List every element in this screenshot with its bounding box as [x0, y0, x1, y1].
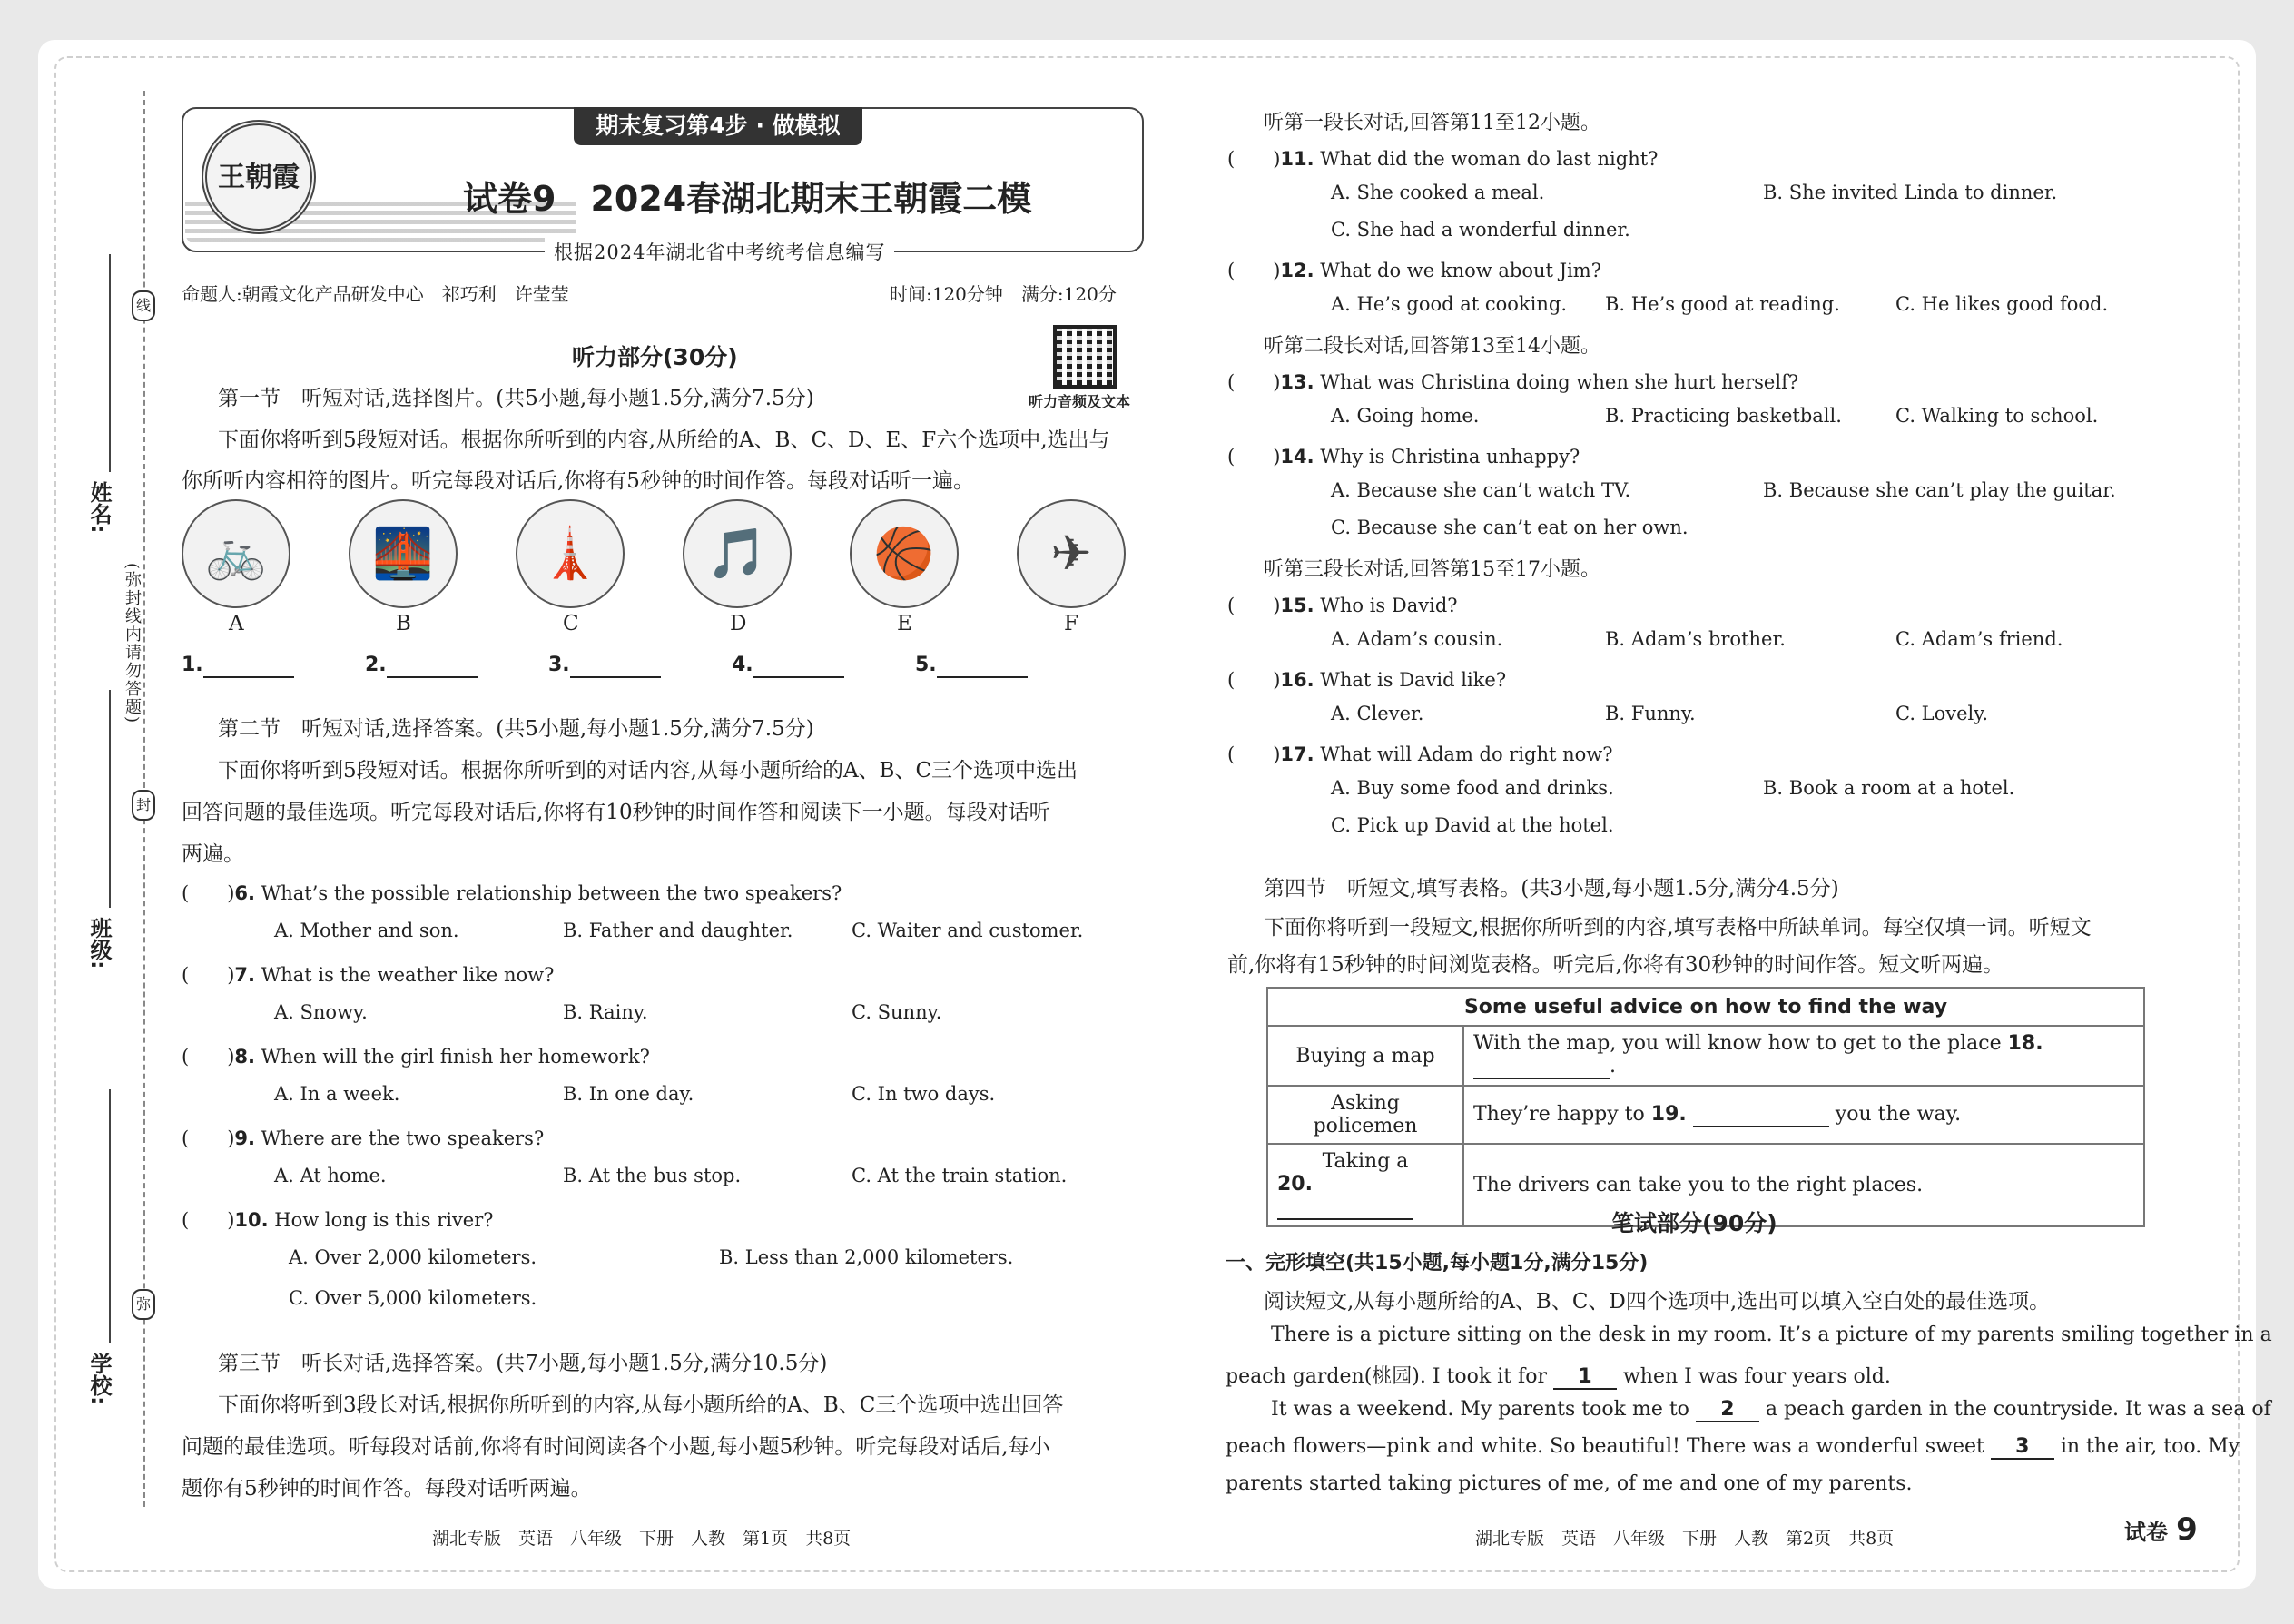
option-c[interactable]: C. He likes good food.	[1895, 293, 2109, 315]
name-field[interactable]	[109, 254, 111, 472]
passage-text: a peach garden in the countryside. It was a sea of	[1765, 1398, 2271, 1421]
exam-subtitle: 根据2024年湖北省中考统考信息编写	[545, 238, 894, 265]
passage-line: There is a picture sitting on the desk in my room. It’s a picture of my parents smiling together in a	[1271, 1324, 2272, 1346]
question-13	[1227, 368, 1798, 395]
paren[interactable]: ( )	[1227, 260, 1281, 281]
option-a[interactable]: A. Mother and son.	[274, 920, 459, 941]
s1-instr: 你所听内容相符的图片。听完每段对话后,你将有5秒钟的时间作答。每段对话听一遍。	[182, 469, 974, 493]
s3-part3: 听第三段长对话,回答第15至17小题。	[1264, 558, 1600, 581]
option-b[interactable]: B. At the bus stop.	[563, 1165, 742, 1186]
step-banner: 期末复习第4步 · 做模拟	[574, 107, 862, 145]
question-15	[1227, 591, 1458, 618]
option-c[interactable]: C. Sunny.	[852, 1001, 942, 1023]
table-cell	[1267, 1144, 1463, 1226]
option-a[interactable]: A. Because she can’t watch TV.	[1331, 479, 1631, 501]
passage-text: in the air, too. My	[2060, 1435, 2240, 1458]
s4-instr: 下面你将听到一段短文,根据你所听到的内容,填写表格中所缺单词。每空仅填一词。听短文	[1264, 916, 2092, 940]
s3-instr: 问题的最佳选项。听每段对话前,你将有时间阅读各个小题,每小题5秒钟。听完每段对话后,每小	[182, 1435, 1050, 1459]
pic-label: D	[730, 612, 747, 635]
pic-label: C	[563, 612, 579, 635]
q-number: 7.	[234, 964, 255, 986]
pic-label: B	[396, 612, 411, 635]
q-number: 6.	[234, 882, 255, 904]
pic-label: F	[1064, 612, 1078, 635]
answer-blank[interactable]	[203, 654, 294, 678]
paper-label: 试卷	[2124, 1520, 2168, 1545]
option-a[interactable]: A. He’s good at cooking.	[1331, 293, 1567, 315]
q-text: What’s the possible relationship between the two speakers?	[261, 882, 842, 904]
option-a[interactable]: A. At home.	[274, 1165, 387, 1186]
paren[interactable]: ( )	[1227, 595, 1281, 616]
cloze-title: 一、完形填空(共15小题,每小题1分,满分15分)	[1226, 1252, 1649, 1275]
cell-text: With the map, you will know how to get to the place	[1473, 1032, 2002, 1055]
qr-code[interactable]	[1053, 325, 1117, 389]
option-b[interactable]: B. Practicing basketball.	[1605, 405, 1842, 427]
s2-instr: 两遍。	[182, 842, 244, 866]
option-b[interactable]: B. Book a room at a hotel.	[1763, 777, 2015, 799]
passage-line	[1271, 1398, 2271, 1422]
pic-label: E	[897, 612, 912, 635]
option-b[interactable]: B. Because she can’t play the guitar.	[1763, 479, 2116, 501]
q-text: What is David like?	[1320, 669, 1507, 691]
q-number: 1.	[182, 654, 203, 676]
question-12	[1227, 256, 1601, 283]
option-b[interactable]: B. Adam’s brother.	[1605, 628, 1786, 650]
paren[interactable]: ( )	[1227, 669, 1281, 691]
s3-title: 第三节 听长对话,选择答案。(共7小题,每小题1.5分,满分10.5分)	[218, 1352, 828, 1375]
question-11	[1227, 144, 1658, 172]
exam-title: 试卷9 2024春湖北期末王朝霞二模	[463, 179, 1032, 219]
option-c[interactable]: C. Over 5,000 kilometers.	[289, 1287, 537, 1309]
cloze-blank-1[interactable]: 1	[1553, 1365, 1617, 1390]
bicycle-icon: 🚲	[182, 499, 290, 608]
option-a[interactable]: A. She cooked a meal.	[1331, 182, 1545, 203]
s4-instr: 前,你将有15秒钟的时间浏览表格。听完后,你将有30秒钟的时间作答。短文听两遍。	[1227, 953, 2004, 977]
option-c[interactable]: C. Waiter and customer.	[852, 920, 1084, 941]
q-number: 10.	[234, 1209, 269, 1231]
paren[interactable]: ( )	[1227, 743, 1281, 765]
bridge-icon: 🌉	[349, 499, 458, 608]
question-16	[1227, 665, 1506, 693]
option-b[interactable]: B. Funny.	[1605, 703, 1696, 724]
option-c[interactable]: C. Pick up David at the hotel.	[1331, 814, 1614, 836]
option-a[interactable]: A. Clever.	[1331, 703, 1424, 724]
pic-label: A	[229, 612, 244, 635]
option-a[interactable]: A. Over 2,000 kilometers.	[289, 1246, 537, 1268]
option-b[interactable]: B. Father and daughter.	[563, 920, 793, 941]
option-a[interactable]: A. Going home.	[1331, 405, 1480, 427]
seal-note: (弥封线内请勿答题)	[123, 563, 142, 725]
logo-text: 王朝霞	[218, 162, 300, 193]
paren[interactable]: ( )	[1227, 148, 1281, 170]
option-c[interactable]: C. She had a wonderful dinner.	[1331, 219, 1630, 241]
table-cell: With the map, you will know how to get to the place 18. .	[1463, 1026, 2144, 1086]
passage-line	[1226, 1435, 2240, 1460]
writing-heading: 笔试部分(90分)	[1611, 1210, 1777, 1236]
passage-line	[1226, 1361, 1891, 1390]
table-head: Some useful advice on how to find the way	[1267, 988, 2144, 1026]
option-b[interactable]: B. In one day.	[563, 1083, 694, 1105]
q-text: What was Christina doing when she hurt herself?	[1320, 371, 1799, 393]
s4-title: 第四节 听短文,填写表格。(共3小题,每小题1.5分,满分4.5分)	[1264, 877, 1839, 901]
cell-text: They’re happy to	[1473, 1102, 1645, 1126]
cell-text: Taking a	[1322, 1150, 1409, 1173]
q-number: 9.	[234, 1127, 255, 1149]
q-number: 5.	[915, 654, 937, 676]
s3-part1: 听第一段长对话,回答第11至12小题。	[1264, 112, 1600, 134]
paren[interactable]: ( )	[1227, 446, 1281, 468]
q-text: What is the weather like now?	[261, 964, 555, 986]
table-cell: Buying a map	[1267, 1026, 1463, 1086]
option-c[interactable]: C. Lovely.	[1895, 703, 1989, 724]
s3-instr: 题你有5秒钟的时间作答。每段对话听两遍。	[182, 1477, 592, 1501]
advice-table	[1266, 987, 2145, 1227]
music-icon: 🎵	[683, 499, 792, 608]
table-cell: The drivers can take you to the right places.	[1463, 1144, 2144, 1226]
paper-num: 9	[2176, 1511, 2198, 1548]
q-text: When will the girl finish her homework?	[261, 1046, 650, 1068]
option-c[interactable]: C. Because she can’t eat on her own.	[1331, 517, 1689, 538]
paren[interactable]: ( )	[1227, 371, 1281, 393]
option-c[interactable]: C. In two days.	[852, 1083, 996, 1105]
option-a[interactable]: A. Adam’s cousin.	[1331, 628, 1503, 650]
answer-blank-18[interactable]	[1473, 1055, 1610, 1079]
q-number: 18.	[2007, 1032, 2043, 1055]
question-8	[182, 1042, 650, 1069]
seal-mark-secret: 弥	[132, 1289, 155, 1320]
question-9	[182, 1124, 544, 1151]
basketball-icon: 🏀	[850, 499, 959, 608]
q-number: 13.	[1280, 371, 1314, 393]
option-a[interactable]: A. Buy some food and drinks.	[1331, 777, 1614, 799]
question-17	[1227, 740, 1613, 767]
time-score: 时间:120分钟 满分:120分	[890, 283, 1117, 305]
q-number: 20.	[1277, 1173, 1313, 1196]
q-text: Why is Christina unhappy?	[1320, 446, 1580, 468]
cloze-instr: 阅读短文,从每小题所给的A、B、C、D四个选项中,选出可以填入空白处的最佳选项。	[1264, 1290, 2051, 1314]
s2-instr: 下面你将听到5段短对话。根据你所听到的对话内容,从每小题所给的A、B、C三个选项中选出	[218, 759, 1078, 782]
q-text: Who is David?	[1320, 595, 1458, 616]
s3-part2: 听第二段长对话,回答第13至14小题。	[1264, 335, 1600, 358]
option-c[interactable]: C. Adam’s friend.	[1895, 628, 2063, 650]
table-cell	[1463, 1086, 2144, 1144]
question-7	[182, 960, 554, 988]
option-c[interactable]: C. Walking to school.	[1895, 405, 2099, 427]
option-a[interactable]: A. In a week.	[274, 1083, 400, 1105]
paren[interactable]: ( )	[182, 964, 235, 986]
answer-blank[interactable]	[937, 654, 1028, 678]
qr-caption: 听力音频及文本	[1029, 393, 1131, 410]
s3-instr: 下面你将听到3段长对话,根据你所听到的内容,从每小题所给的A、B、C三个选项中选出回答	[218, 1393, 1064, 1417]
class-label: 班级:	[86, 917, 112, 969]
answer-blank[interactable]	[387, 654, 478, 678]
option-b[interactable]: B. He’s good at reading.	[1605, 293, 1840, 315]
s1-instr: 下面你将听到5段短对话。根据你所听到的内容,从所给的A、B、C、D、E、F六个选项中,选出与	[218, 428, 1110, 452]
authors: 命题人:朝霞文化产品研发中心 祁巧利 许莹莹	[182, 283, 569, 305]
paren[interactable]: ( )	[182, 1046, 235, 1068]
name-label: 姓名:	[86, 481, 112, 534]
answer-blank-20[interactable]	[1277, 1196, 1413, 1220]
q-number: 4.	[732, 654, 753, 676]
publisher-logo	[202, 120, 316, 234]
q-number: 15.	[1280, 595, 1314, 616]
footer-left: 湖北专版 英语 八年级 下册 人教 第1页 共8页	[432, 1529, 852, 1549]
cell-text: you the way.	[1835, 1102, 1962, 1126]
question-10	[182, 1206, 494, 1233]
school-field[interactable]	[109, 1089, 111, 1343]
q-number: 17.	[1280, 743, 1314, 765]
option-c[interactable]: C. At the train station.	[852, 1165, 1068, 1186]
s2-title: 第二节 听短对话,选择答案。(共5小题,每小题1.5分,满分7.5分)	[218, 717, 814, 741]
q-text: What will Adam do right now?	[1320, 743, 1613, 765]
passage-text: It was a weekend. My parents took me to	[1271, 1398, 1689, 1421]
q-text: How long is this river?	[274, 1209, 494, 1231]
q-number: 2.	[365, 654, 387, 676]
passage-text: when I was four years old.	[1622, 1365, 1891, 1388]
paren[interactable]: ( )	[182, 1127, 235, 1149]
option-a[interactable]: A. Snowy.	[274, 1001, 368, 1023]
table-row	[1267, 1026, 2144, 1086]
option-b[interactable]: B. Rainy.	[563, 1001, 648, 1023]
option-b[interactable]: B. She invited Linda to dinner.	[1763, 182, 2058, 203]
s1-title: 第一节 听短对话,选择图片。(共5小题,每小题1.5分,满分7.5分)	[218, 387, 814, 410]
answer-blank[interactable]	[753, 654, 844, 678]
q-number: 3.	[548, 654, 570, 676]
q-number: 19.	[1650, 1102, 1687, 1126]
table-row	[1267, 1086, 2144, 1144]
table-cell: Asking policemen	[1267, 1086, 1463, 1144]
airplane-icon: ✈	[1017, 499, 1126, 608]
q-number: 8.	[234, 1046, 255, 1068]
seal-mark-seal: 封	[132, 790, 155, 821]
q-text: Where are the two speakers?	[261, 1127, 545, 1149]
class-field[interactable]	[109, 690, 111, 908]
passage-text: peach garden(桃园). I took it for	[1226, 1365, 1547, 1388]
q-text: What did the woman do last night?	[1320, 148, 1659, 170]
cloze-blank-2[interactable]: 2	[1696, 1398, 1759, 1422]
q-number: 14.	[1280, 446, 1314, 468]
option-b[interactable]: B. Less than 2,000 kilometers.	[719, 1246, 1014, 1268]
paren[interactable]: ( )	[182, 1209, 235, 1231]
paren[interactable]: ( )	[182, 882, 235, 904]
question-14	[1227, 442, 1580, 469]
s2-instr: 回答问题的最佳选项。听完每段对话后,你将有10秒钟的时间作答和阅读下一小题。每段对话听	[182, 801, 1050, 824]
footer-right: 湖北专版 英语 八年级 下册 人教 第2页 共8页	[1475, 1529, 1895, 1549]
seal-mark-line: 线	[132, 290, 155, 321]
question-6	[182, 879, 842, 906]
passage-text: peach flowers—pink and white. So beautiful! There was a wonderful sweet	[1226, 1435, 1984, 1458]
answer-blank-19[interactable]	[1693, 1103, 1829, 1127]
q-number: 11.	[1280, 148, 1314, 170]
tower-icon: 🗼	[516, 499, 625, 608]
cloze-blank-3[interactable]: 3	[1991, 1435, 2054, 1460]
paper-number	[2124, 1511, 2198, 1548]
passage-line: parents started taking pictures of me, of me and one of my parents.	[1226, 1472, 1913, 1495]
answer-blank[interactable]	[570, 654, 661, 678]
listening-heading: 听力部分(30分)	[572, 344, 738, 370]
q-number: 16.	[1280, 669, 1314, 691]
q-text: What do we know about Jim?	[1320, 260, 1601, 281]
school-label: 学校:	[86, 1353, 112, 1405]
q-number: 12.	[1280, 260, 1314, 281]
